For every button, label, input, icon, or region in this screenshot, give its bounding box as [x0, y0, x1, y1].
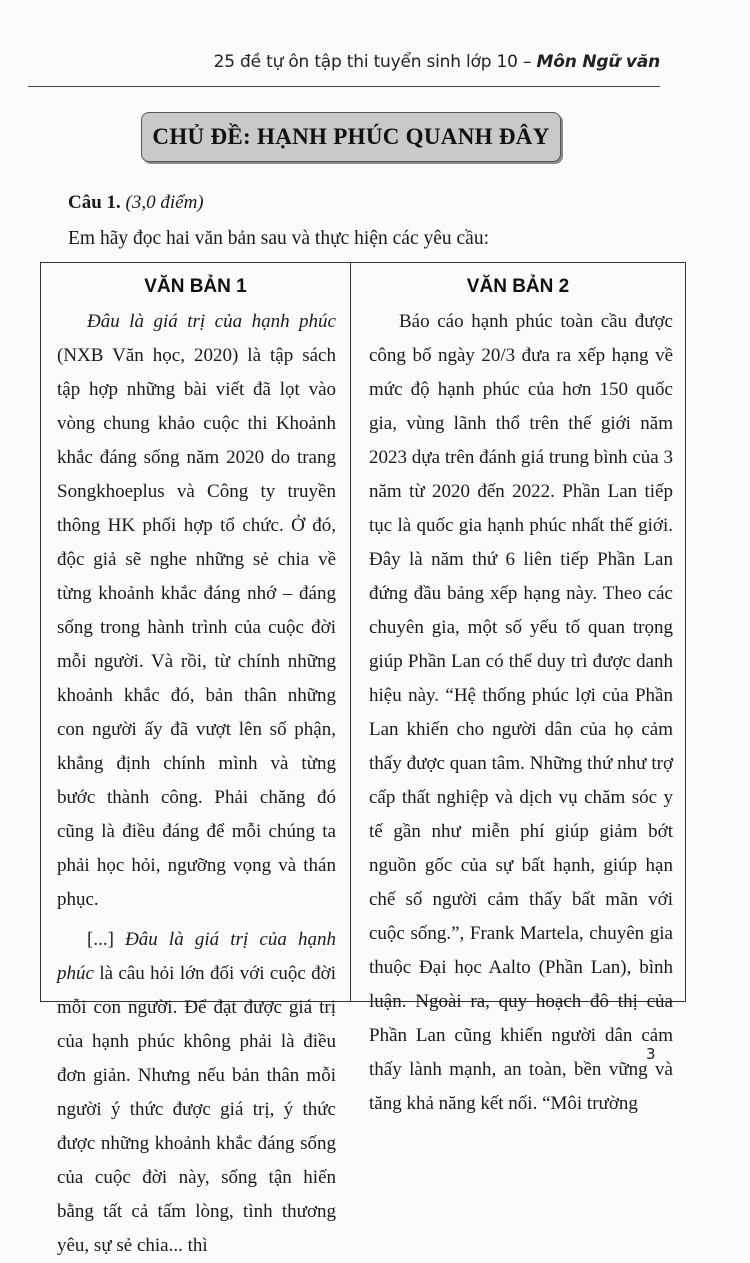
- book-title: 25 đề tự ôn tập thi tuyển sinh lớp 10 –: [213, 52, 537, 72]
- question-instruction: Em hãy đọc hai văn bản sau và thực hiện các yêu cầu:: [68, 228, 489, 249]
- text-column-2: [351, 263, 685, 1114]
- paragraph-text: (NXB Văn học, 2020) là tập sách tập hợp những bài viết đã lọt vào vòng chung khảo cuộc thi Khoảnh khắc đáng sống năm 2020 do trang Songkhoeplus và Công ty truyền thông HK phối hợp tổ chức. Ở đó, độc giả sẽ nghe những sẻ chia về từng khoảnh khắc đáng nhớ – đáng sống trong hành trình của cuộc đời mỗi người. Và rồi, từ chính những khoảnh khắc đó, bản thân những con người ấy đã vượt lên số phận, khẳng định chính mình và từng bước thành công. Phải chăng đó cũng là điều đáng để mỗi chúng ta phải học hỏi, ngưỡng vọng và thán phục.: [57, 345, 336, 910]
- topic-title: CHỦ ĐỀ: HẠNH PHÚC QUANH ĐÂY: [152, 124, 550, 149]
- question-points: (3,0 điểm): [125, 192, 204, 213]
- subject-name: Môn Ngữ văn: [536, 52, 660, 72]
- page-number: 3: [646, 1045, 656, 1063]
- paragraph: [57, 923, 336, 1263]
- ellipsis-prefix: [...]: [87, 929, 126, 950]
- paragraph: [57, 305, 336, 917]
- question-label: Câu 1.: [68, 192, 121, 213]
- text-body: [41, 305, 350, 1263]
- reading-texts-table: [40, 262, 686, 1256]
- paragraph-text: là câu hỏi lớn đối với cuộc đời mỗi con người. Để đạt được giá trị của hạnh phúc không phải là điều đơn giản. Nhưng nếu bản thân mỗi người ý thức được giá trị, ý thức được những khoảnh khắc đáng sống của cuộc đời này, sống tận hiến bằng tất cả tấm lòng, tình thương yêu, sự sẻ chia... thì: [57, 963, 336, 1256]
- book-title-italic: Đâu là giá trị của hạnh phúc: [57, 929, 336, 984]
- text-heading: VĂN BẢN 1: [144, 276, 247, 297]
- question-heading: [68, 192, 204, 214]
- text-body: [351, 305, 685, 1121]
- text-heading: VĂN BẢN 2: [466, 276, 570, 297]
- topic-banner: [141, 112, 561, 162]
- text-column-1: [41, 263, 351, 1256]
- paragraph: Báo cáo hạnh phúc toàn cầu được công bố ngày 20/3 đưa ra xếp hạng về mức độ hạnh phúc của hơn 150 quốc gia, vùng lãnh thổ trên thế giới năm 2023 dựa trên đánh giá trung bình của 3 năm từ 2020 đến 2022. Phần Lan tiếp tục là quốc gia hạnh phúc nhất thế giới. Đây là năm thứ 6 liên tiếp Phần Lan đứng đầu bảng xếp hạng này. Theo các chuyên gia, một số yếu tố quan trọng giúp Phần Lan có thể duy trì được danh hiệu này. “Hệ thống phúc lợi của Phần Lan khiến cho người dân của họ cảm thấy được quan tâm. Những thứ như trợ cấp thất nghiệp và dịch vụ chăm sóc y tế gần như miễn phí giúp giảm bớt nguồn gốc của sự bất hạnh, giúp hạn chế số người cảm thấy bất mãn với cuộc sống.”, Frank Martela, chuyên gia thuộc Đại học Aalto (Phần Lan), bình luận. Ngoài ra, quy hoạch đô thị của Phần Lan cũng khiến người dân cảm thấy lành mạnh, an toàn, bền vững và tăng khả năng kết nối. “Môi trường: [369, 311, 673, 1114]
- running-head: [214, 52, 660, 72]
- header-rule: [28, 86, 660, 87]
- book-title-italic: Đâu là giá trị của hạnh phúc: [87, 311, 336, 332]
